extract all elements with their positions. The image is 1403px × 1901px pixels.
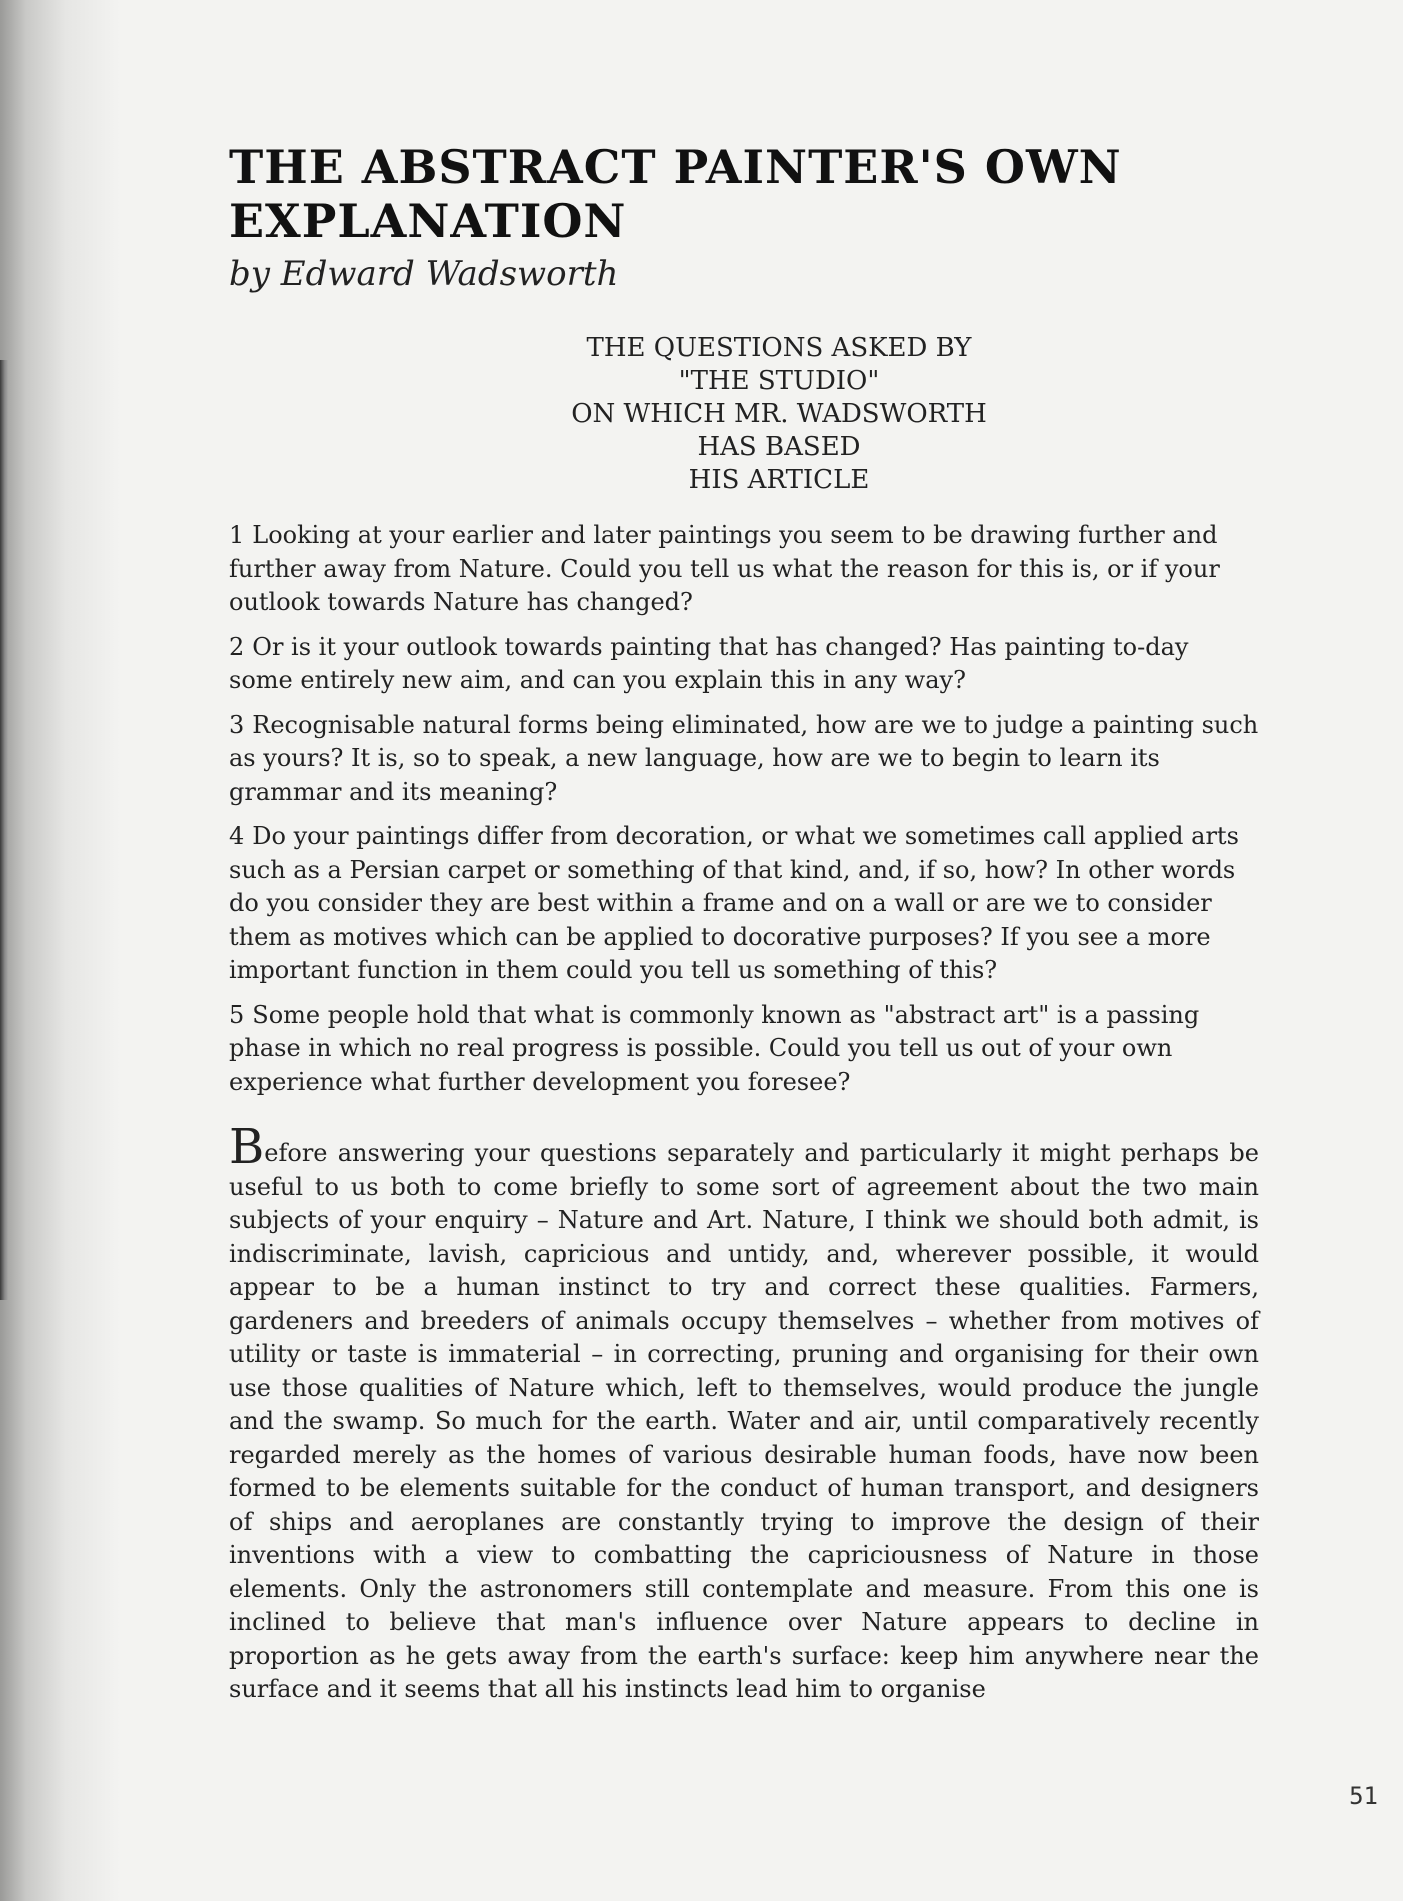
question-item xyxy=(229,999,1259,1100)
questions-list xyxy=(229,519,1259,1099)
article-title-line-2: EXPLANATION xyxy=(229,194,627,248)
question-item xyxy=(229,519,1259,620)
question-number: 3 xyxy=(229,710,245,739)
question-item xyxy=(229,631,1259,698)
binding-edge-mark xyxy=(0,360,8,1300)
essay-text: efore answering your questions separately and particularly it might perhaps be useful to us both to come briefly to some sort of agreement about the two main subjects of your enquiry – Nature and Art. Nature, I think we should both admit, is indiscriminate, lavish, capricious and untidy, and, wherever possible, it would appear to be a human instinct to try and correct these qualities. Farmers, gardeners and breeders of animals occupy themselves – whether from motives of utility or taste is immaterial – in correcting, pruning and organising for their own use those qualities of Nature which, left to themselves, would produce the jungle and the swamp. So much for the earth. Water and air, until comparatively recently regarded merely as the homes of various desirable human foods, have now been formed to be elements suitable for the conduct of human transport, and designers of ships and aeroplanes are constantly trying to improve the design of their inventions with a view to combatting the capriciousness of Nature in those elements. Only the astronomers still contemplate and measure. From this one is inclined to believe that man's influence over Nature appears to decline in proportion as he gets away from the earth's surface: keep him anywhere near the surface and it seems that all his instincts lead him to organise xyxy=(229,1139,1259,1703)
question-text: Or is it your outlook towards painting that has changed? Has painting to-day some entirely new aim, and can you explain this in any way? xyxy=(229,632,1189,694)
questions-heading-line-3: ON WHICH MR. WADSWORTH HAS BASED xyxy=(571,399,987,462)
page-content xyxy=(229,140,1259,1707)
question-number: 5 xyxy=(229,1000,245,1029)
question-text: Recognisable natural forms being eliminated, how are we to judge a painting such as yours? It is, so to speak, a new language, how are we to begin to learn its grammar and its meaning? xyxy=(229,710,1259,806)
question-item xyxy=(229,709,1259,810)
question-text: Do your paintings differ from decoration, or what we sometimes call applied arts such as a Persian carpet or something of that kind, and, if so, how? In other words do you consider they are best within a frame and on a wall or are we to consider them as motives which can be applied to docorative purposes? If you see a more important function in them could you tell us something of this? xyxy=(229,822,1239,984)
question-item xyxy=(229,820,1259,988)
drop-cap: B xyxy=(229,1119,265,1175)
binding-gutter-shadow xyxy=(0,0,120,1901)
questions-heading-line-1: THE QUESTIONS ASKED BY xyxy=(586,333,972,363)
questions-heading xyxy=(229,332,999,497)
page-number: 51 xyxy=(1349,1782,1378,1810)
questions-heading-line-4: HIS ARTICLE xyxy=(688,465,870,495)
question-text: Some people hold that what is commonly known as "abstract art" is a passing phase in which no real progress is possible. Could you tell us out of your own experience what further development you foresee? xyxy=(229,1000,1200,1096)
article-title xyxy=(229,140,1259,248)
question-number: 2 xyxy=(229,632,245,661)
question-text: Looking at your earlier and later paintings you seem to be drawing further and further away from Nature. Could you tell us what the reason for this is, or if your outlook towards Nature has changed? xyxy=(229,521,1220,616)
questions-heading-line-2: "THE STUDIO" xyxy=(678,366,880,396)
article-byline: by Edward Wadsworth xyxy=(229,254,619,294)
essay-paragraph xyxy=(229,1119,1259,1707)
question-number: 1 xyxy=(229,521,245,549)
question-number: 4 xyxy=(229,822,245,850)
article-title-line-1: THE ABSTRACT PAINTER'S OWN xyxy=(229,140,1122,194)
